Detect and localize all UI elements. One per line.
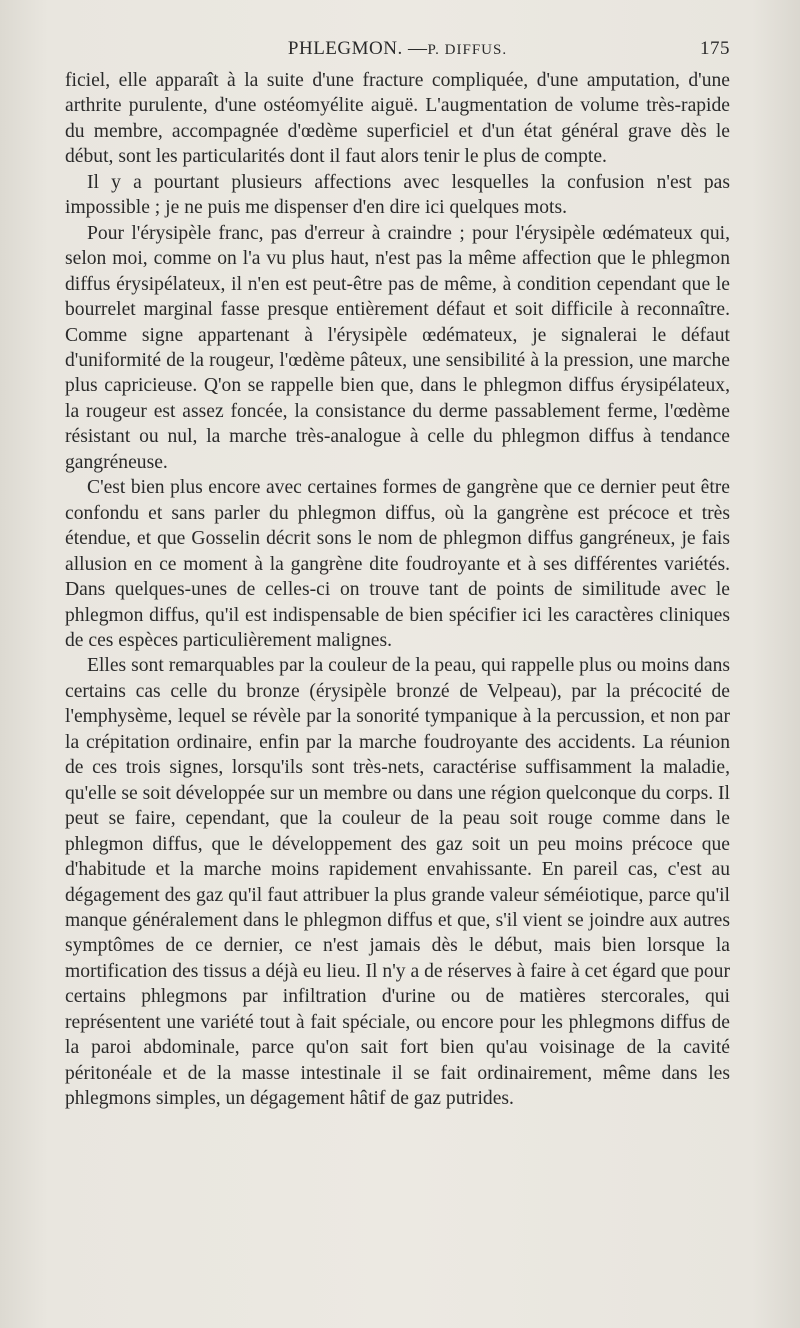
header-subtitle: P. DIFFUS. [427, 42, 508, 58]
paragraph-5: Elles sont remarquables par la couleur de la peau, qui rappelle plus ou moins dans certains cas celle du bronze (érysipèle bronzé de Velpeau), par la précocité de l'emphysème, lequel se révèle par la sonorité tympanique à la percussion, et non par la crépitation ordinaire, enfin par la marche foudroyante des accidents. La réunion de ces trois signes, lorsqu'ils sont très-nets, caractérise suffisamment la maladie, qu'elle se soit développée sur un membre ou dans une région quelconque du corps. Il peut se faire, cependant, que la couleur de la peau soit rouge comme dans le phlegmon diffus, que le développement des gaz soit un peu moins précoce que d'habitude et la marche moins rapidement envahissante. En pareil cas, c'est au dégagement des gaz qu'il faut attribuer la plus grande valeur séméiotique, parce qu'il manque généralement dans le phlegmon diffus et que, s'il vient se joindre aux autres symptômes de ce dernier, ce n'est jamais dès le début, mais bien lorsque la mortification des tissus a déjà eu lieu. Il n'y a de réserves à faire à cet égard que pour certains phlegmons par infiltration d'urine ou de matières stercorales, qui représentent une variété tout à fait spéciale, ou encore pour les phlegmons diffus de la paroi abdominale, parce qu'on sait fort bien qu'au voisinage de la cavité péritonéale et de la masse intestinale il se fait ordinairement, même dans les phlegmons simples, un dégagement hâtif de gaz putrides. [65, 655, 730, 1110]
paragraph-2: Il y a pourtant plusieurs affections avec lesquelles la confusion n'est pas impossible ; je ne puis me dispenser d'en dire ici quelques mots. [65, 171, 730, 219]
page-number: 175 [700, 38, 730, 59]
header-title: PHLEGMON. — [287, 38, 428, 59]
paragraph-3: Pour l'érysipèle franc, pas d'erreur à craindre ; pour l'érysipèle œdémateux qui, selon moi, comme on l'a vu plus haut, n'est pas la même affection que le phlegmon diffus érysipélateux, il n'en est peut-être pas de même, à condition cependant que le bourrelet marginal fasse presque entièrement défaut et soit difficile à reconnaître. Comme signe appartenant à l'érysipèle œdémateux, je signalerai le défaut d'uniformité de la rougeur, l'œdème pâteux, une sensibilité à la pression, une marche plus capricieuse. Q'on se rappelle bien que, dans le phlegmon diffus érysipélateux, la rougeur est assez foncée, la consistance du derme passablement ferme, l'œdème résistant ou nul, la marche très-analogue à celle du phlegmon diffus à tendance gangréneuse. [65, 222, 730, 473]
page-body [65, 68, 730, 1112]
running-header [65, 38, 730, 66]
paragraph-1: ficiel, elle apparaît à la suite d'une fracture compliquée, d'une amputation, d'une arthrite purulente, d'une ostéomyélite aiguë. L'augmentation de volume très-rapide du membre, accompagnée d'œdème superficiel et d'un état général grave dès le début, sont les particularités dont il faut alors tenir le plus de compte. [65, 70, 730, 168]
paragraph-4: C'est bien plus encore avec certaines formes de gangrène que ce dernier peut être confondu et sans parler du phlegmon diffus, où la gangrène est précoce et très étendue, et que Gosselin décrit sons le nom de phlegmon diffus gangréneux, je fais allusion en ce moment à la gangrène dite foudroyante et à ses différentes variétés. Dans quelques-unes de celles-ci on trouve tant de points de similitude avec le phlegmon diffus, qu'il est indispensable de bien spécifier ici les caractères cliniques de ces espèces particulièrement malignes. [65, 477, 730, 651]
